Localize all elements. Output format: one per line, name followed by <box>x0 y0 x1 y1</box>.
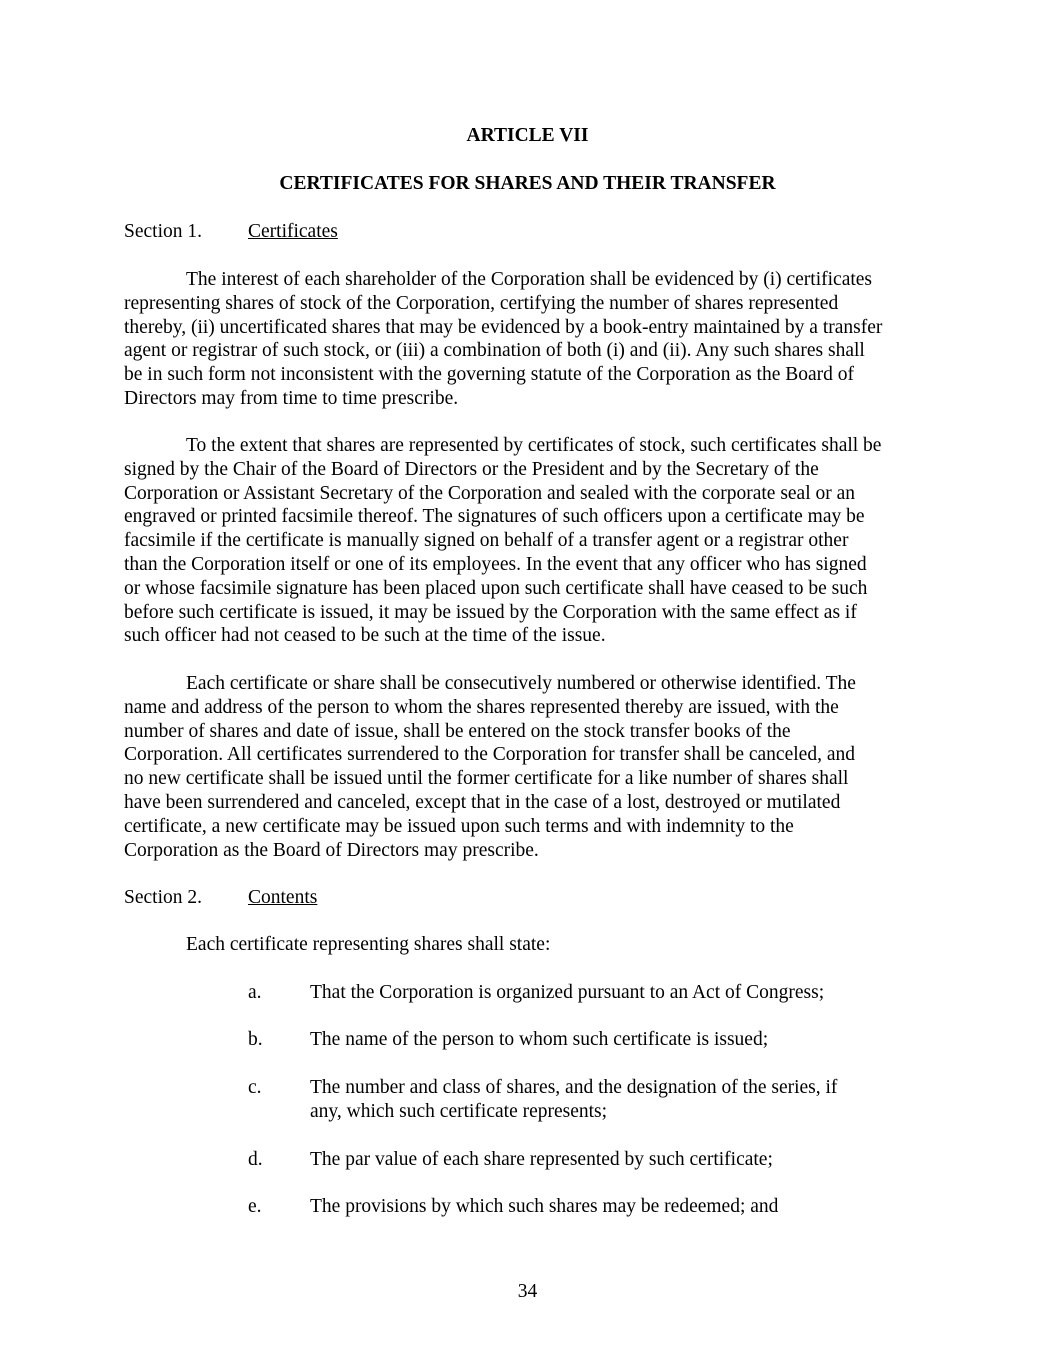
text-line: before such certificate is issued, it may be issued by the Corporation with the same effect as if <box>124 601 857 623</box>
text-line: such officer had not ceased to be such at the time of the issue. <box>124 625 606 647</box>
section-1-number: Section 1. <box>124 221 202 242</box>
text-line: The number and class of shares, and the designation of the series, if <box>310 1077 838 1098</box>
list-item-text <box>310 1028 930 1052</box>
list-item-text <box>310 1148 930 1172</box>
article-title: ARTICLE VII <box>466 125 589 146</box>
list-item-letter: d. <box>248 1149 263 1170</box>
list-item-text <box>310 981 930 1005</box>
list-item-letter: a. <box>248 982 262 1003</box>
section-2-heading <box>124 886 317 910</box>
text-line: The name of the person to whom such certificate is issued; <box>310 1029 769 1050</box>
text-line: Directors may from time to time prescribe. <box>124 387 459 409</box>
list-item-text <box>310 1195 930 1219</box>
text-line: The interest of each shareholder of the Corporation shall be evidenced by (i) certificates <box>186 269 873 290</box>
text-line: any, which such certificate represents; <box>310 1100 608 1122</box>
text-line: Corporation. All certificates surrendered to the Corporation for transfer shall be canceled, and <box>124 744 855 766</box>
list-item-letter: b. <box>248 1029 263 1050</box>
section-1-paragraph-3 <box>124 672 934 862</box>
text-line: name and address of the person to whom the shares represented thereby are issued, with the <box>124 696 839 718</box>
article-subtitle: CERTIFICATES FOR SHARES AND THEIR TRANSFER <box>279 173 776 194</box>
section-1-title: Certificates <box>248 221 338 242</box>
list-item-letter: c. <box>248 1077 262 1098</box>
text-line: facsimile if the certificate is manually signed on behalf of a transfer agent or a registrar other <box>124 530 849 552</box>
text-line: That the Corporation is organized pursuant to an Act of Congress; <box>310 982 825 1003</box>
text-line: Each certificate representing shares shall state: <box>186 934 551 955</box>
text-line: The provisions by which such shares may be redeemed; and <box>310 1196 779 1217</box>
text-line: The par value of each share represented by such certificate; <box>310 1149 773 1170</box>
section-2-number: Section 2. <box>124 887 202 908</box>
section-2-intro <box>124 933 934 957</box>
text-line: certificate, a new certificate may be issued upon such terms and with indemnity to the <box>124 815 794 837</box>
text-line: Corporation or Assistant Secretary of the Corporation and sealed with the corporate seal or an <box>124 482 856 504</box>
section-1-paragraph-2 <box>124 434 934 648</box>
text-line: no new certificate shall be issued until the former certificate for a like number of shares shall <box>124 768 849 790</box>
text-line: have been surrendered and canceled, except that in the case of a lost, destroyed or mutilated <box>124 791 841 813</box>
text-line: or whose facsimile signature has been placed upon such certificate shall have ceased to be such <box>124 577 868 599</box>
text-line: Each certificate or share shall be consecutively numbered or otherwise identified. The <box>186 673 856 694</box>
text-line: number of shares and date of issue, shall be entered on the stock transfer books of the <box>124 720 791 742</box>
section-2-title: Contents <box>248 887 318 908</box>
text-line: signed by the Chair of the Board of Directors or the President and by the Secretary of the <box>124 458 819 480</box>
text-line: be in such form not inconsistent with the governing statute of the Corporation as the Board of <box>124 364 855 386</box>
list-item-text <box>310 1076 930 1124</box>
page-number: 34 <box>517 1281 538 1302</box>
text-line: thereby, (ii) uncertificated shares that may be evidenced by a book-entry maintained by a transfer <box>124 316 883 338</box>
text-line: representing shares of stock of the Corporation, certifying the number of shares represented <box>124 292 839 314</box>
section-1-heading <box>124 220 338 244</box>
text-line: engraved or printed facsimile thereof. The signatures of such officers upon a certificate may be <box>124 506 865 528</box>
text-line: than the Corporation itself or one of its employees. In the event that any officer who has signed <box>124 553 867 575</box>
list-item-letter: e. <box>248 1196 262 1217</box>
text-line: To the extent that shares are represented by certificates of stock, such certificates shall be <box>186 435 882 456</box>
text-line: agent or registrar of such stock, or (iii) a combination of both (i) and (ii). Any such shares shall <box>124 340 865 362</box>
text-line: Corporation as the Board of Directors may prescribe. <box>124 839 539 861</box>
section-1-paragraph-1 <box>124 268 934 411</box>
